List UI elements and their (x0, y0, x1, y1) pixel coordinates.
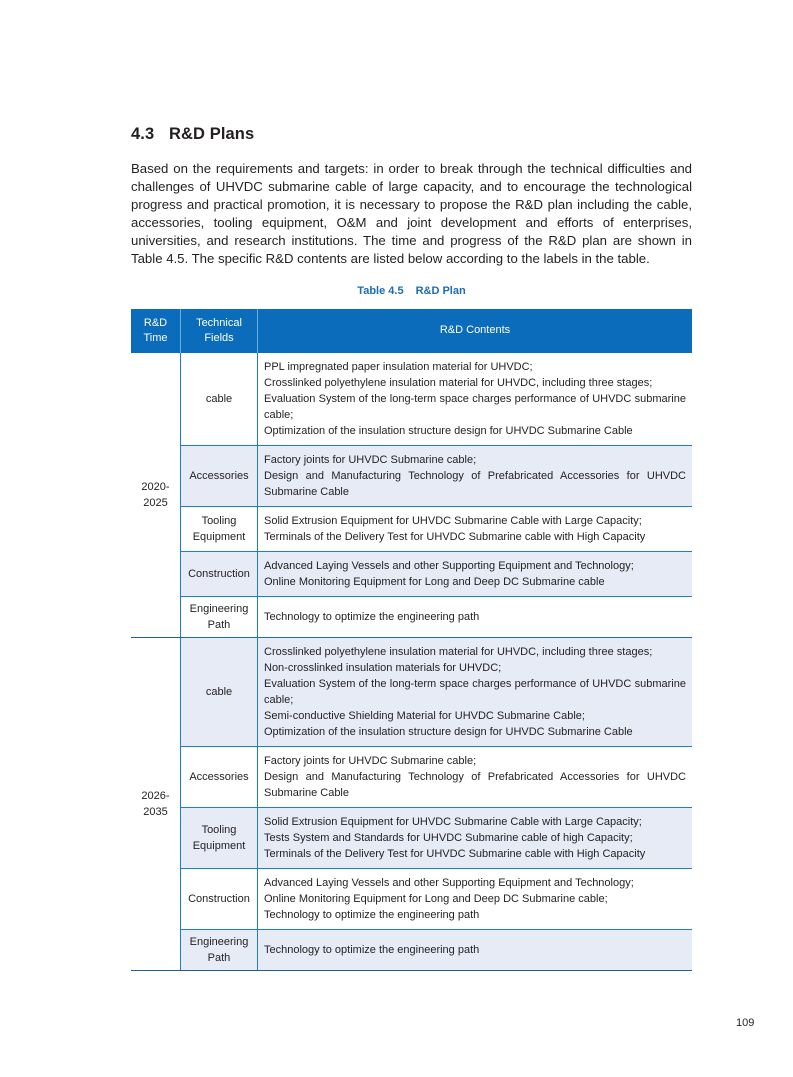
table-caption-title: R&D Plan (415, 285, 466, 297)
technical-field-text: Construction (188, 893, 250, 905)
rd-content-item: Optimization of the insulation structure design for UHVDC Submarine Cable (264, 726, 633, 738)
table-row (131, 930, 692, 971)
technical-field-text: Construction (188, 568, 250, 580)
technical-field-text: Path (207, 619, 231, 631)
table-caption (131, 285, 692, 297)
technical-field-text: cable (205, 393, 233, 405)
section-number: 4.3 (131, 124, 155, 143)
rd-contents-cell (258, 446, 693, 507)
technical-field-text: Accessories (189, 771, 249, 783)
rd-content-item: Design and Manufacturing Technology of Prefabricated Accessories for UHVDC Submarine Cable (264, 771, 686, 799)
technical-field-text: Equipment (192, 840, 246, 852)
rd-content-item: Online Monitoring Equipment for Long and Deep DC Submarine cable; (264, 893, 608, 905)
rd-content-item: Online Monitoring Equipment for Long and Deep DC Submarine cable (264, 576, 605, 588)
rd-time-text: 2025 (143, 497, 168, 509)
rd-content-item: Evaluation System of the long-term space charges performance of UHVDC submarine cable; (264, 393, 686, 421)
rd-content-item: Technology to optimize the engineering path (264, 611, 480, 623)
header-rd-time-line1: R&D (143, 316, 168, 329)
header-rd-contents: R&D Contents (258, 309, 693, 353)
technical-field-cell (181, 552, 258, 597)
rd-content-item: Tests System and Standards for UHVDC Submarine cable of high Capacity; (264, 832, 633, 844)
header-technical-fields (181, 309, 258, 353)
technical-field-text: Tooling (201, 515, 237, 527)
section-heading (131, 125, 254, 144)
table-row (131, 597, 692, 638)
header-rd-time (131, 309, 181, 353)
table-caption-number: Table 4.5 (357, 285, 404, 297)
rd-contents-cell (258, 747, 693, 808)
table-row (131, 808, 692, 869)
rd-content-item: Design and Manufacturing Technology of Prefabricated Accessories for UHVDC Submarine Cable (264, 470, 686, 498)
rd-content-item: Factory joints for UHVDC Submarine cable; (264, 755, 477, 767)
rd-content-item: Advanced Laying Vessels and other Supporting Equipment and Technology; (264, 877, 634, 889)
rd-contents-cell (258, 638, 693, 747)
technical-field-text: Equipment (192, 531, 246, 543)
rd-time-text: 2026- (141, 790, 170, 802)
rd-content-item: Technology to optimize the engineering path (264, 944, 480, 956)
technical-field-cell (181, 638, 258, 747)
technical-field-cell (181, 808, 258, 869)
rd-time-text: 2035 (143, 806, 168, 818)
section-title: R&D Plans (169, 124, 255, 143)
technical-field-text: Path (207, 952, 231, 964)
rd-content-item: Semi-conductive Shielding Material for UHVDC Submarine Cable; (264, 710, 585, 722)
rd-content-item: PPL impregnated paper insulation material for UHVDC; (264, 361, 533, 373)
table-row (131, 507, 692, 552)
technical-field-cell (181, 507, 258, 552)
technical-field-cell (181, 446, 258, 507)
intro-paragraph: Based on the requirements and targets: in order to break through the technical difficulties and challenges of UHVDC submarine cable of large capacity, and to encourage the technological progress and practical promotion, it is necessary to propose the R&D plan including the cable, accessories, tooling equipment, O&M and joint development and efforts of enterprises, universities, and research institutions. The time and progress of the R&D plan are shown in Table 4.5. The specific R&D contents are listed below according to the labels in the table. (131, 161, 692, 266)
rd-content-item: Terminals of the Delivery Test for UHVDC Submarine cable with High Capacity (264, 531, 646, 543)
technical-field-cell (181, 747, 258, 808)
technical-field-cell (181, 869, 258, 930)
rd-time-cell (131, 638, 181, 971)
technical-field-text: Accessories (189, 470, 249, 482)
rd-content-item: Advanced Laying Vessels and other Supporting Equipment and Technology; (264, 560, 634, 572)
rd-contents-cell (258, 597, 693, 638)
technical-field-text: Tooling (201, 824, 237, 836)
table-row (131, 353, 692, 446)
rd-contents-cell (258, 930, 693, 971)
rd-plan-table (131, 309, 692, 971)
table-row (131, 446, 692, 507)
rd-contents-cell (258, 507, 693, 552)
table-header-row (131, 309, 692, 353)
header-rd-time-line2: Time (143, 332, 168, 344)
rd-content-item: Non-crosslinked insulation materials for UHVDC; (264, 662, 502, 674)
rd-content-item: Terminals of the Delivery Test for UHVDC Submarine cable with High Capacity (264, 848, 646, 860)
rd-content-item: Optimization of the insulation structure design for UHVDC Submarine Cable (264, 425, 633, 437)
table-row (131, 747, 692, 808)
technical-field-text: Engineering (189, 603, 249, 615)
rd-contents-cell (258, 869, 693, 930)
table-row (131, 638, 692, 747)
rd-contents-cell (258, 552, 693, 597)
rd-time-text: 2020- (141, 481, 170, 493)
technical-field-cell (181, 930, 258, 971)
rd-content-item: Solid Extrusion Equipment for UHVDC Submarine Cable with Large Capacity; (264, 816, 642, 828)
table-row (131, 552, 692, 597)
page-number: 109 (736, 1017, 755, 1029)
table-body (131, 353, 692, 971)
rd-content-item: Technology to optimize the engineering path (264, 909, 480, 921)
rd-content-item: Crosslinked polyethylene insulation material for UHVDC, including three stages; (264, 377, 653, 389)
rd-content-item: Factory joints for UHVDC Submarine cable; (264, 454, 477, 466)
technical-field-text: cable (205, 686, 233, 698)
header-technical-fields-line2: Fields (204, 332, 234, 344)
technical-field-cell (181, 597, 258, 638)
rd-content-item: Crosslinked polyethylene insulation material for UHVDC, including three stages; (264, 646, 653, 658)
rd-contents-cell (258, 808, 693, 869)
rd-time-cell (131, 353, 181, 638)
header-technical-fields-line1: Technical (196, 316, 242, 329)
rd-contents-cell (258, 353, 693, 446)
rd-content-item: Solid Extrusion Equipment for UHVDC Submarine Cable with Large Capacity; (264, 515, 642, 527)
technical-field-cell (181, 353, 258, 446)
rd-content-item: Evaluation System of the long-term space charges performance of UHVDC submarine cable; (264, 678, 686, 706)
technical-field-text: Engineering (189, 936, 249, 948)
table-row (131, 869, 692, 930)
